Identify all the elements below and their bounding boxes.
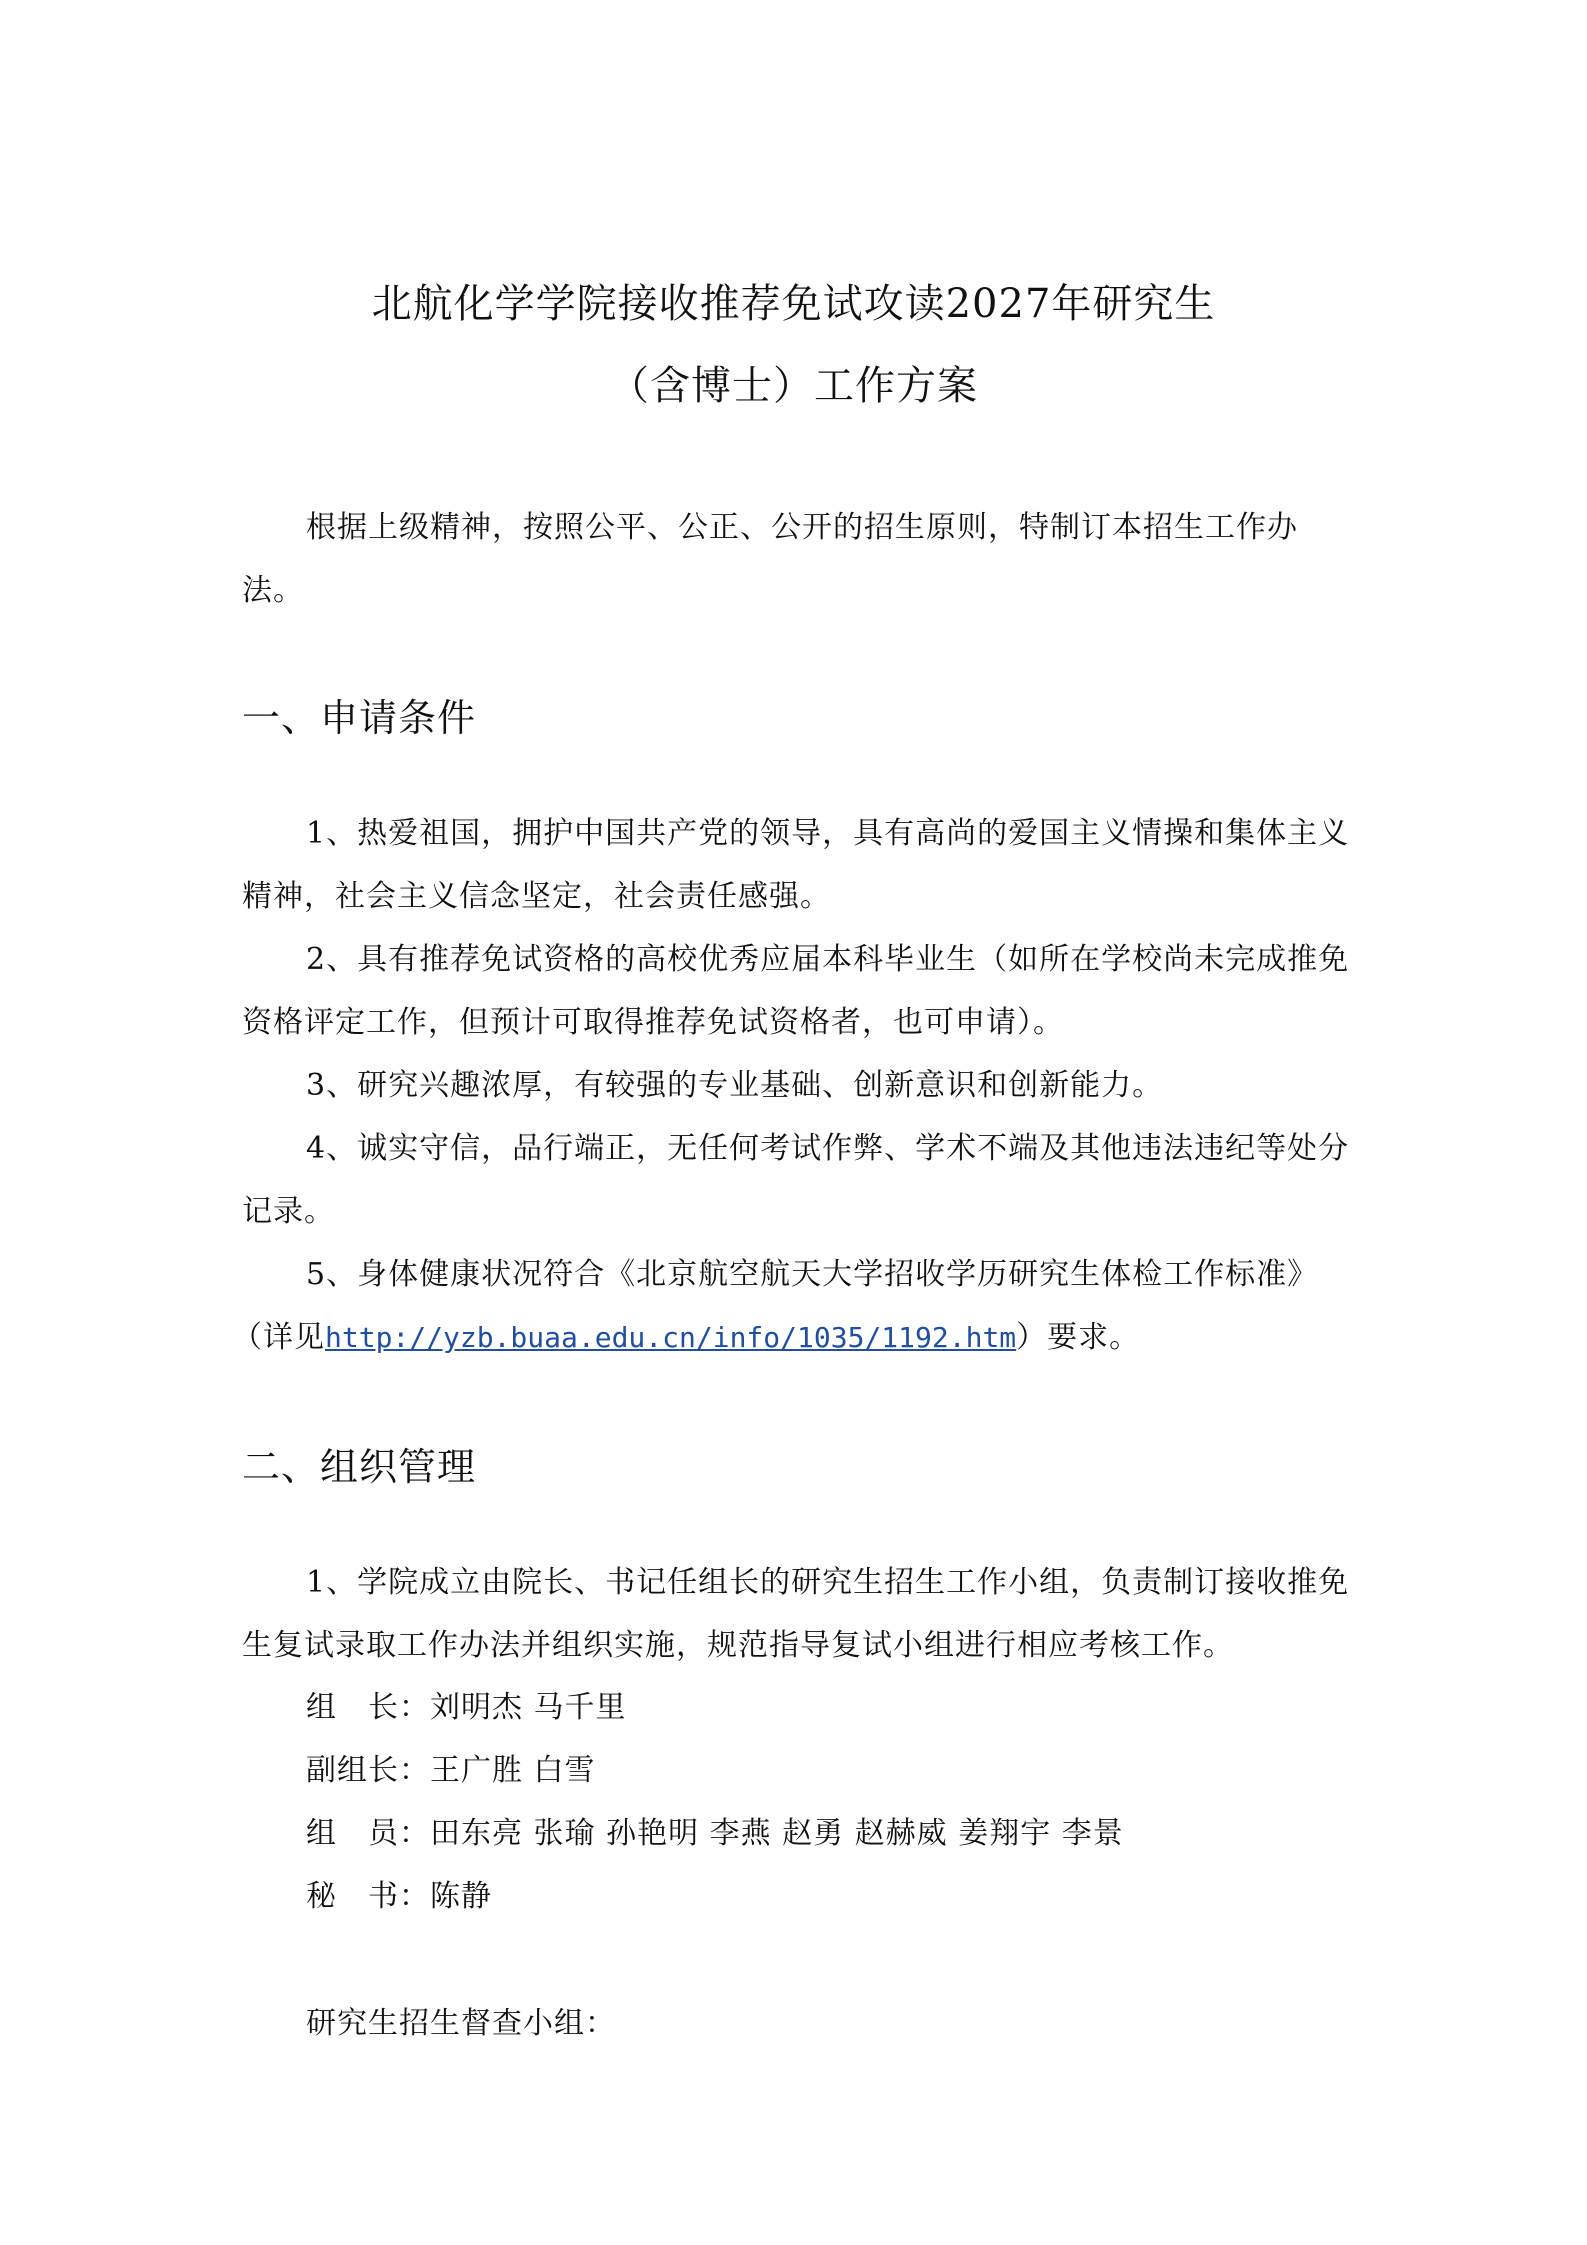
condition-item-4: 4、诚实守信，品行端正，无任何考试作弊、学术不端及其他违法违纪等处分记录。 xyxy=(242,1131,1350,1229)
intro-paragraph: 根据上级精神，按照公平、公正、公开的招生原则，特制订本招生工作办法。 xyxy=(242,510,1298,608)
group-leader-line: 组 长：刘明杰 马千里 xyxy=(306,1690,627,1725)
detail-suffix: ）要求。 xyxy=(1016,1320,1141,1355)
organization-item-1: 1、学院成立由院长、书记任组长的研究生招生工作小组，负责制订接收推免生复试录取工作办法并组织实施，规范指导复试小组进行相应考核工作。 xyxy=(242,1565,1350,1663)
section-heading-organization-management: 二、组织管理 xyxy=(242,1445,477,1489)
document-title-line1: 北航化学学院接收推荐免试攻读2027年研究生 xyxy=(371,281,1216,327)
condition-item-5: 5、身体健康状况符合《北京航空航天大学招收学历研究生体检工作标准》 xyxy=(306,1257,1319,1292)
condition-item-2: 2、具有推荐免试资格的高校优秀应届本科毕业生（如所在学校尚未完成推免资格评定工作，但预计可取得推荐免试资格者，也可申请）。 xyxy=(242,942,1350,1040)
group-members-line: 组 员：田东亮 张瑜 孙艳明 李燕 赵勇 赵赫威 姜翔宇 李景 xyxy=(306,1816,1124,1851)
detail-prefix: （详见 xyxy=(232,1320,325,1355)
condition-item-3: 3、研究兴趣浓厚，有较强的专业基础、创新意识和创新能力。 xyxy=(306,1068,1164,1103)
physical-exam-standard-link[interactable]: http://yzb.buaa.edu.cn/info/1035/1192.htm xyxy=(325,1321,1017,1354)
supervision-group-label: 研究生招生督查小组： xyxy=(306,2006,616,2041)
secretary-line: 秘 书：陈静 xyxy=(306,1879,492,1914)
deputy-leader-line: 副组长：王广胜 白雪 xyxy=(306,1753,596,1788)
condition-item-5-detail xyxy=(232,1306,1340,1369)
section-heading-application-conditions: 一、申请条件 xyxy=(242,696,477,740)
document-title-line2: （含博士）工作方案 xyxy=(609,363,978,409)
condition-item-1: 1、热爱祖国，拥护中国共产党的领导，具有高尚的爱国主义情操和集体主义精神，社会主义信念坚定，社会责任感强。 xyxy=(242,816,1350,914)
